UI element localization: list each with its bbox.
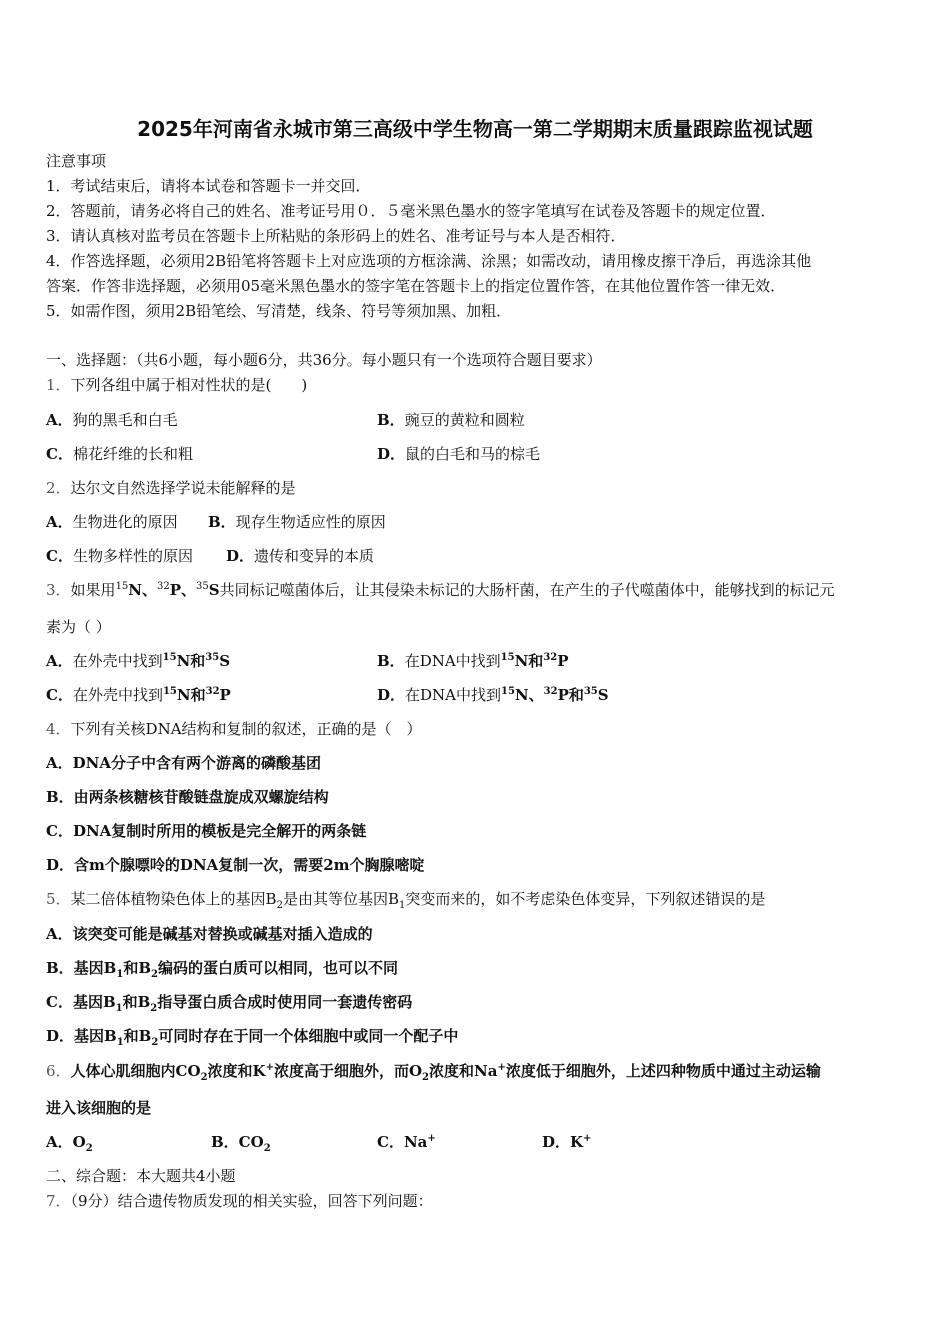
notice-item-1: 1．考试结束后，请将本试卷和答题卡一并交回． <box>46 177 371 195</box>
q5-option-d[interactable]: D．基因$B_1$和$B_2$可同时存在于同一个体细胞中或同一个配子中 <box>46 1027 459 1048</box>
q1-option-a[interactable]: A．狗的黑毛和白毛 <box>46 411 178 429</box>
question-4-stem: 4．下列有关核DNA结构和复制的叙述，正确的是（ ） <box>46 720 422 738</box>
q3-option-a[interactable]: A．在外壳中找到$^{15}$N和$^{35}$S <box>46 652 231 670</box>
section-1-heading: 一、选择题：（共6小题，每小题6分，共36分。每小题只有一个选项符合题目要求） <box>46 351 602 369</box>
q4-option-b[interactable]: B．由两条核糖核苷酸链盘旋成双螺旋结构 <box>46 788 329 806</box>
notice-item-3: 3．请认真核对监考员在答题卡上所粘贴的条形码上的姓名、准考证号与本人是否相符． <box>46 227 626 245</box>
question-7-stem: 7．（9分）结合遗传物质发现的相关实验，回答下列问题： <box>46 1192 433 1210</box>
notice-item-5: 5．如需作图，须用2B铅笔绘、写清楚，线条、符号等须加黑、加粗． <box>46 302 512 320</box>
q1-option-d[interactable]: D．鼠的白毛和马的棕毛 <box>377 445 541 463</box>
q2-option-d[interactable]: D．遗传和变异的本质 <box>226 547 375 565</box>
question-1-stem: 1．下列各组中属于相对性状的是( ) <box>46 376 308 394</box>
question-5-stem: 5．某二倍体植物染色体上的基因$B_2$是由其等位基因$B_1$突变而来的，如不考虑染色体变异，下列叙述错误的是 <box>46 890 766 911</box>
q1-option-c[interactable]: C．棉花纤维的长和粗 <box>46 445 193 463</box>
q2-option-a[interactable]: A．生物进化的原因 <box>46 513 178 531</box>
q2-option-b[interactable]: B．现存生物适应性的原因 <box>208 513 386 531</box>
q4-option-c[interactable]: C．DNA复制时所用的模板是完全解开的两条链 <box>46 822 367 840</box>
q4-option-a[interactable]: A．DNA分子中含有两个游离的磷酸基团 <box>46 754 321 772</box>
notice-heading: 注意事项 <box>46 152 107 170</box>
notice-item-4-cont: 答案．作答非选择题，必须用05毫米黑色墨水的签字笔在答题卡上的指定位置作答，在其他位置作答一律无效． <box>46 277 786 295</box>
question-3-stem-cont: 素为（ ） <box>46 618 111 636</box>
q5-option-a[interactable]: A．该突变可能是碱基对替换或碱基对插入造成的 <box>46 925 373 943</box>
question-3-stem: 3．如果用$^{15}$N、$^{32}$P、$^{35}$S共同标记噬菌体后，让其侵染未标记的大肠杆菌，在产生的子代噬菌体中，能够找到的标记元 <box>46 581 835 599</box>
q1-option-b[interactable]: B．豌豆的黄粒和圆粒 <box>377 411 525 429</box>
notice-item-2: 2．答题前，请务必将自己的姓名、准考证号用０．５毫米黑色墨水的签字笔填写在试卷及答题卡的规定位置． <box>46 202 776 220</box>
q5-option-c[interactable]: C．基因$B_1$和$B_2$指导蛋白质合成时使用同一套遗传密码 <box>46 993 413 1014</box>
q3-option-c[interactable]: C．在外壳中找到$^{15}$N和$^{32}$P <box>46 686 231 704</box>
q6-option-c[interactable]: C．Na+ <box>377 1133 436 1151</box>
q2-option-c[interactable]: C．生物多样性的原因 <box>46 547 193 565</box>
q6-option-b[interactable]: B．$CO_2$ <box>211 1133 271 1154</box>
page-title: 2025年河南省永城市第三高级中学生物高一第二学期期末质量跟踪监视试题 <box>137 117 813 141</box>
q5-option-b[interactable]: B．基因$B_1$和$B_2$编码的蛋白质可以相同，也可以不同 <box>46 959 398 980</box>
q3-option-d[interactable]: D．在DNA中找到$^{15}$N、$^{32}$P和$^{35}$S <box>377 686 609 704</box>
notice-item-4: 4．作答选择题，必须用2B铅笔将答题卡上对应选项的方框涂满、涂黑；如需改动，请用橡皮擦干净后，再选涂其他 <box>46 252 812 270</box>
section-2-heading: 二、综合题：本大题共4小题 <box>46 1167 236 1185</box>
question-number: 1． <box>46 376 71 394</box>
q4-option-d[interactable]: D．含m个腺嘌呤的DNA复制一次，需要2m个胸腺嘧啶 <box>46 856 425 874</box>
q3-option-b[interactable]: B．在DNA中找到$^{15}$N和$^{32}$P <box>377 652 569 670</box>
question-6-stem: 6．人体心肌细胞内$CO_2$浓度和K+浓度高于细胞外，而$O_2$浓度和Na+浓度低于细胞外，上述四种物质中通过主动运输 <box>46 1062 821 1083</box>
question-6-stem-cont: 进入该细胞的是 <box>46 1099 152 1117</box>
q6-option-a[interactable]: A．$O_2$ <box>46 1133 93 1154</box>
question-2-stem: 2．达尔文自然选择学说未能解释的是 <box>46 479 296 497</box>
q6-option-d[interactable]: D．K+ <box>542 1133 592 1151</box>
